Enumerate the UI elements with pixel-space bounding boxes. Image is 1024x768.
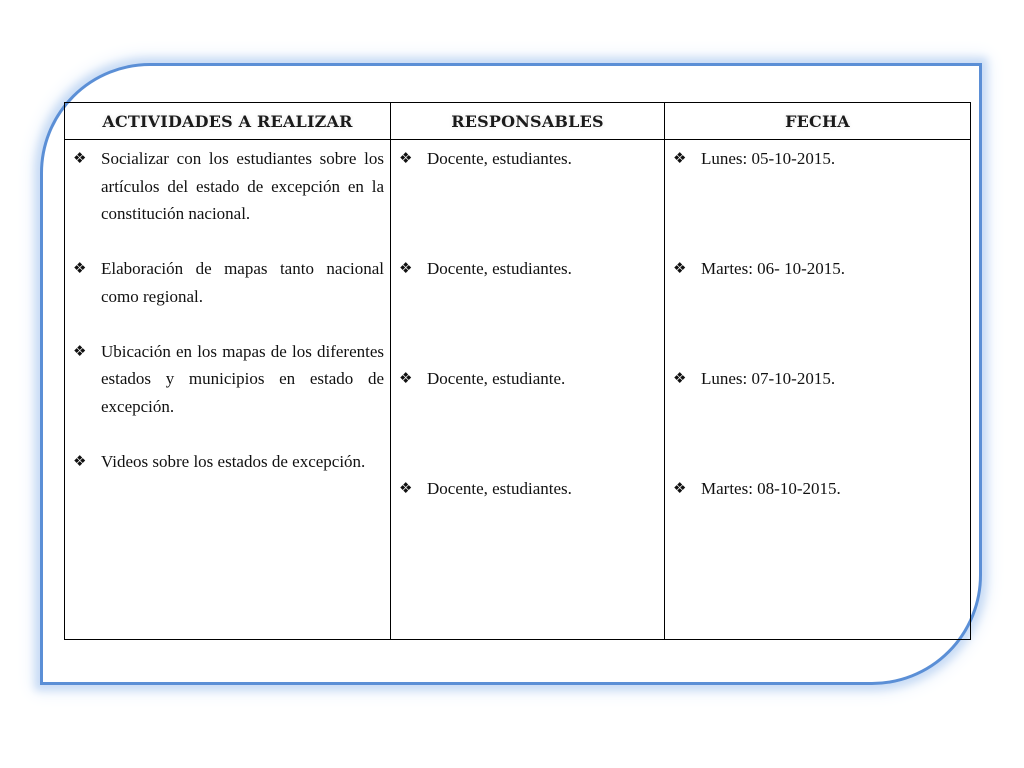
diamond-bullet-icon: ❖ [399,369,413,387]
responsible-text: Docente, estudiantes. [427,149,572,168]
list-item [673,255,964,365]
diamond-bullet-icon: ❖ [73,149,87,167]
diamond-bullet-icon: ❖ [399,149,413,167]
responsible-text: Docente, estudiantes. [427,259,572,278]
date-text: Martes: 08-10-2015. [701,479,841,498]
list-item [399,145,658,255]
diamond-bullet-icon: ❖ [673,149,687,167]
list-item [673,475,964,585]
diamond-bullet-icon: ❖ [73,259,87,277]
date-cell [665,140,971,640]
list-item [73,145,384,228]
list-item [73,255,384,310]
date-text: Lunes: 07-10-2015. [701,369,836,388]
header-activities: ACTIVIDADES A REALIZAR [65,103,391,140]
activities-cell [65,140,391,640]
list-item [673,145,964,255]
activity-text: Socializar con los estudiantes sobre los artículos del estado de excepción en la constitución nacional. [101,149,384,223]
header-date: FECHA [665,103,971,140]
list-item [73,448,384,476]
header-responsible: RESPONSABLES [391,103,665,140]
header-row [65,103,971,140]
list-item [399,365,658,475]
content-row [65,140,971,640]
responsible-text: Docente, estudiantes. [427,479,572,498]
date-text: Martes: 06- 10-2015. [701,259,846,278]
diamond-bullet-icon: ❖ [399,479,413,497]
list-item [673,365,964,475]
diamond-bullet-icon: ❖ [673,369,687,387]
date-text: Lunes: 05-10-2015. [701,149,836,168]
list-item [399,475,658,585]
diamond-bullet-icon: ❖ [73,341,87,360]
list-item [73,338,384,421]
diamond-bullet-icon: ❖ [673,259,687,277]
diamond-bullet-icon: ❖ [73,451,87,470]
responsible-text: Docente, estudiante. [427,369,566,388]
activity-text: Ubicación en los mapas de los diferentes estados y municipios en estado de excepción. [101,341,384,416]
list-item [399,255,658,365]
activity-text: Videos sobre los estados de excepción. [101,451,366,471]
diamond-bullet-icon: ❖ [399,259,413,277]
responsible-cell [391,140,665,640]
diamond-bullet-icon: ❖ [673,479,687,497]
activities-table [64,102,971,640]
activity-text: Elaboración de mapas tanto nacional como regional. [101,259,384,306]
